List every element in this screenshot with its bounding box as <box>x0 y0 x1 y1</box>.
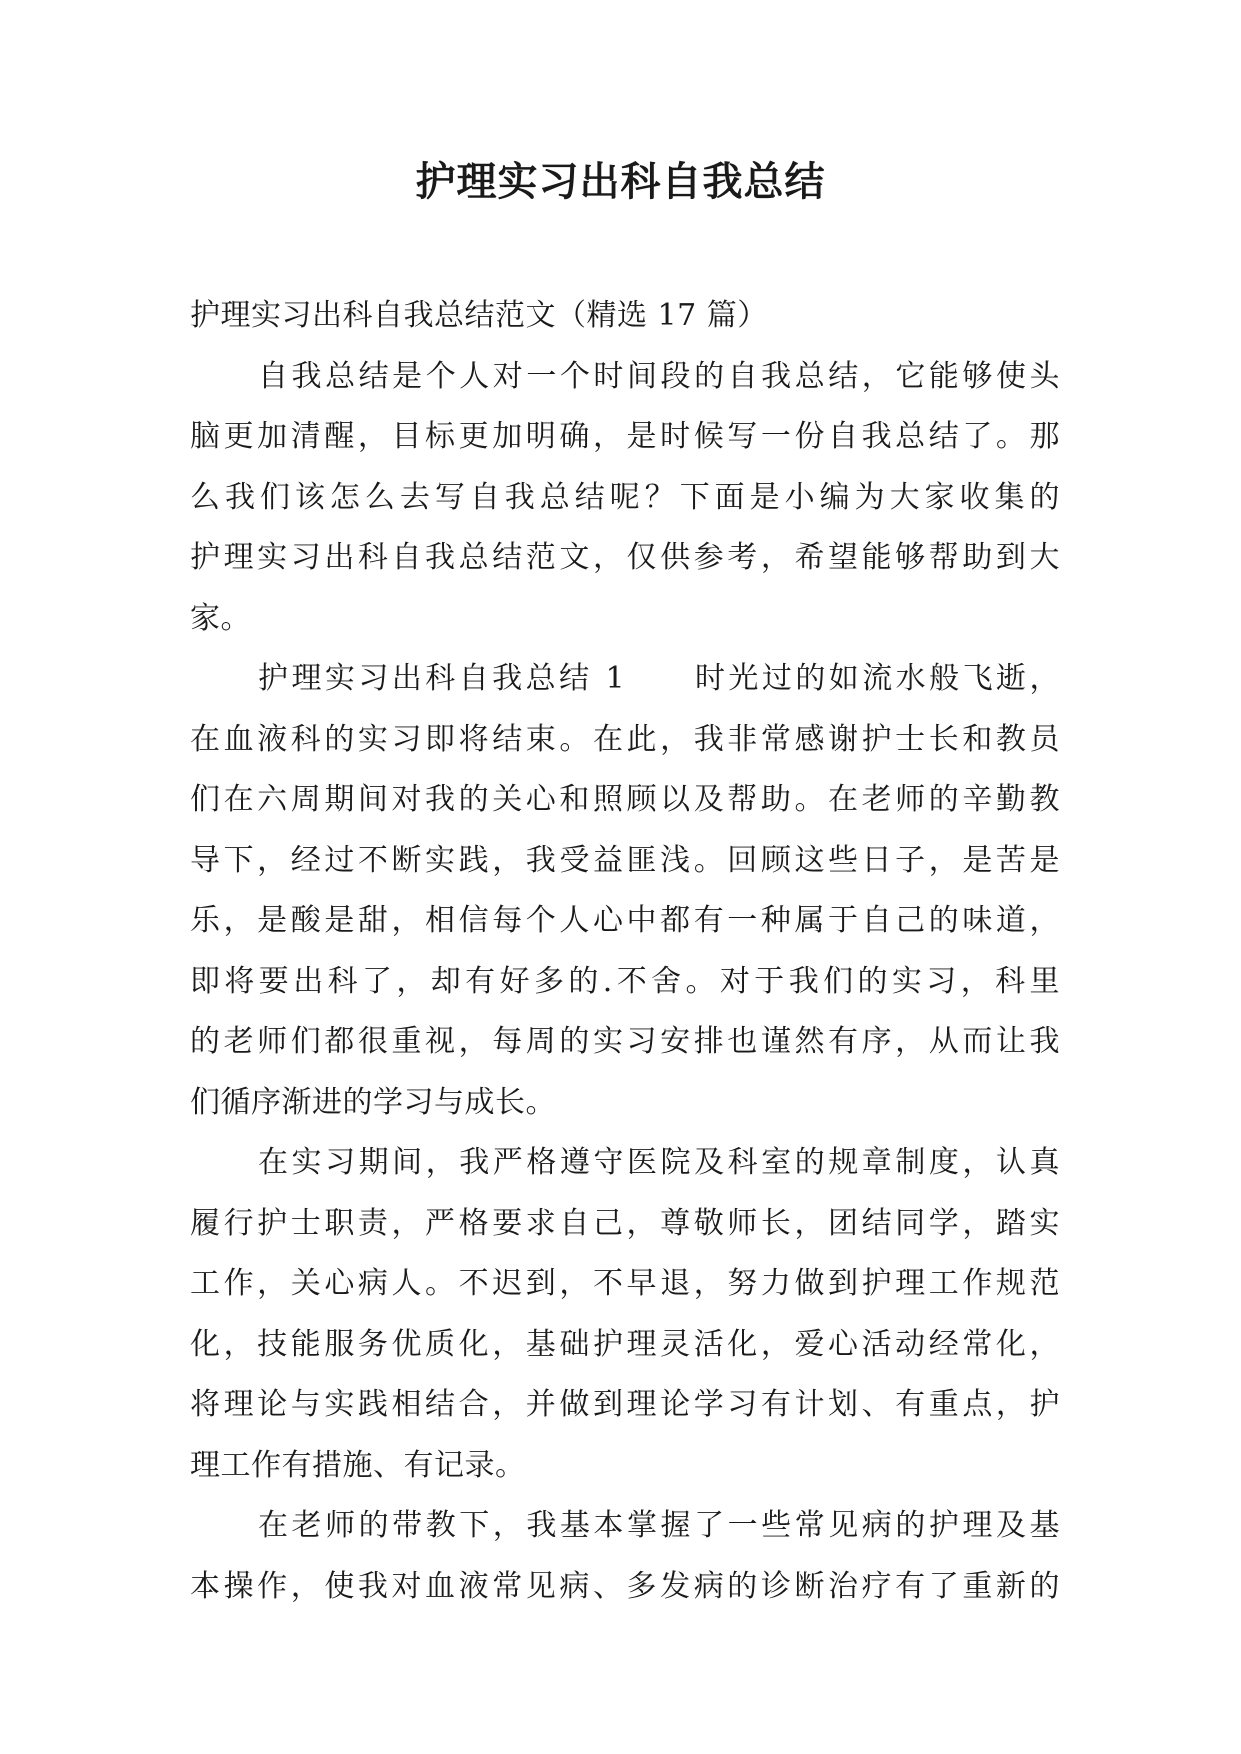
text-line: 在老师的带教下，我基本掌握了一些常见病的护理及基 <box>258 1508 1060 1543</box>
text-line: 护理实习出科自我总结范文（精选 17 篇） <box>190 298 768 333</box>
text-line: 么我们该怎么去写自我总结呢？下面是小编为大家收集的 <box>190 479 1060 515</box>
text-line: 理工作有措施、有记录。 <box>190 1447 526 1483</box>
text-line: 即将要出科了，却有好多的.不舍。对于我们的实习，科里 <box>190 963 1060 999</box>
text-line: 家。 <box>190 600 251 636</box>
text-line: 脑更加清醒，目标更加明确，是时候写一份自我总结了。那 <box>190 419 1060 454</box>
text-line: 履行护士职责，严格要求自己，尊敬师长，团结同学，踏实 <box>190 1205 1060 1241</box>
text-line: 护理实习出科自我总结 1 时光过的如流水般飞逝， <box>258 661 1060 696</box>
text-line: 自我总结是个人对一个时间段的自我总结，它能够使头 <box>258 358 1060 394</box>
text-line: 护理实习出科自我总结范文，仅供参考，希望能够帮助到大 <box>190 540 1060 575</box>
text-line: 乐，是酸是甜，相信每个人心中都有一种属于自己的味道， <box>190 903 1060 938</box>
text-line: 本操作，使我对血液常见病、多发病的诊断治疗有了重新的 <box>190 1568 1060 1604</box>
document-body <box>190 286 1060 1617</box>
text-line: 们循序渐进的学习与成长。 <box>190 1084 556 1120</box>
text-line: 们在六周期间对我的关心和照顾以及帮助。在老师的辛勤教 <box>190 782 1060 817</box>
text-line: 化，技能服务优质化，基础护理灵活化，爱心活动经常化， <box>190 1326 1060 1362</box>
text-line: 在实习期间，我严格遵守医院及科室的规章制度，认真 <box>258 1145 1060 1180</box>
text-line: 的老师们都很重视，每周的实习安排也谨然有序，从而让我 <box>190 1024 1060 1059</box>
text-line: 工作，关心病人。不迟到，不早退，努力做到护理工作规范 <box>190 1266 1060 1301</box>
text-line: 将理论与实践相结合，并做到理论学习有计划、有重点，护 <box>190 1387 1060 1422</box>
document-title: 护理实习出科自我总结 <box>415 159 826 205</box>
text-line: 在血液科的实习即将结束。在此，我非常感谢护士长和教员 <box>190 721 1060 757</box>
text-line: 导下，经过不断实践，我受益匪浅。回顾这些日子，是苦是 <box>190 842 1060 878</box>
